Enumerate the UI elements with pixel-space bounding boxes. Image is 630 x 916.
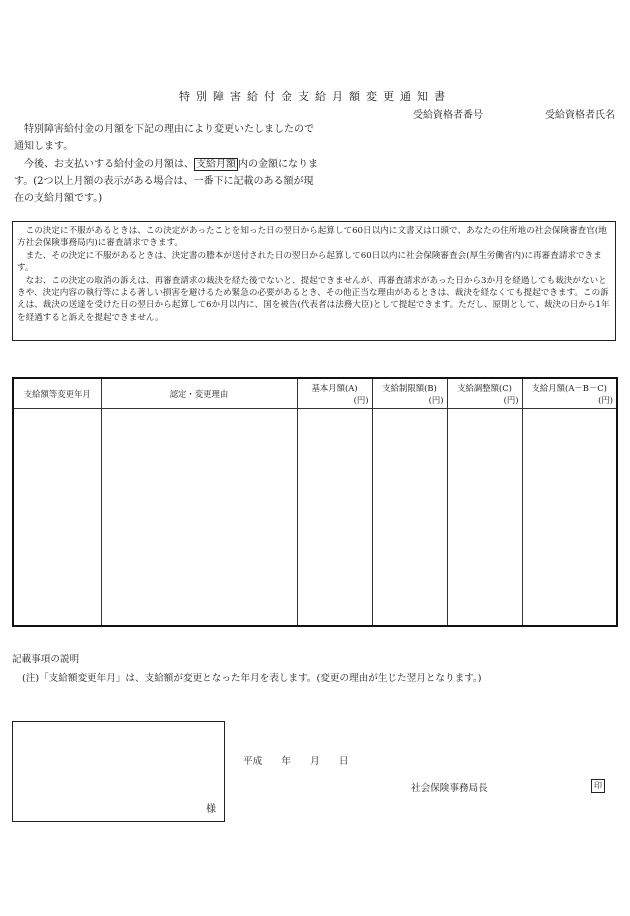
notice-line: 特別障害給付金の月額を下記の理由により変更いたしましたので xyxy=(24,124,314,135)
table-cell xyxy=(297,409,372,627)
notice-text: 内の金額になりま xyxy=(238,159,318,170)
appeal-instructions-box xyxy=(12,221,616,341)
notice-text: 今後、お支払いする給付金の月額は、 xyxy=(24,159,194,170)
address-box xyxy=(12,721,225,822)
recipient-name-label: 受給資格者氏名 xyxy=(545,110,615,121)
col-limit-amount: 支給制限額(B) (円) xyxy=(372,378,447,409)
notice-line: 通知します。 xyxy=(14,141,74,152)
table-cell xyxy=(372,409,447,627)
honorific: 様 xyxy=(206,804,216,815)
col-reason: 認定・変更理由 xyxy=(101,378,297,409)
notes-heading: 記載事項の説明 xyxy=(12,654,80,665)
issue-date: 平成 年 月 日 xyxy=(243,756,349,767)
monthly-amount-box: 支給月額 xyxy=(196,159,236,170)
col-change-date: 支給額等変更年月 xyxy=(13,378,101,409)
col-monthly-amount: 支給月額(A－B－C) (円) xyxy=(522,378,617,409)
table-cell xyxy=(13,409,101,627)
appeal-paragraph: また、その決定に不服があるときは、決定書の謄本が送付された日の翌日から起算して60日以内に社会保険審査会(厚生労働省内)に再審査請求できます。 xyxy=(17,250,602,274)
notice-paragraph xyxy=(14,121,319,155)
unit-label: (円) xyxy=(353,394,369,405)
unit-label: (円) xyxy=(598,394,613,405)
appeal-paragraph: この決定に不服があるときは、この決定があったことを知った日の翌日から起算して60日以内に文書又は口頭で、あなたの住所地の社会保険審査官(地方社会保険事務局内)に審査請求できます。 xyxy=(17,226,607,249)
document-title: 特別障害給付金支給月額変更通知書 xyxy=(179,90,451,103)
recipient-number-label: 受給資格者番号 xyxy=(413,110,483,121)
table-cell xyxy=(101,409,297,627)
payment-change-table xyxy=(12,377,618,627)
col-base-amount: 基本月額(A) (円) xyxy=(297,378,372,409)
appeal-paragraph: なお、この決定の取消の訴えは、再審査請求の裁決を経た後でないと、提起できませんが、再審査請求があった日から3か月を経過しても裁決がないときや、決定内容の執行等による著しい損害を避けるため緊急の必要があるとき、その他正当な理由があるときは、裁決を経なくても提起できます。この訴えは、裁決の送達を受けた日の翌日から起算して6か月以内に、国を被告(代表者は法務大臣)として提起できます。ただし、原則として、裁決の日から1年を経過すると訴えを提起できません。 xyxy=(17,275,610,323)
notice-paragraph-2 xyxy=(14,156,319,207)
notice-line: 在の支給月額です。) xyxy=(14,193,103,204)
col-adjust-amount: 支給調整額(C) (円) xyxy=(447,378,522,409)
table-row xyxy=(13,409,617,627)
table-cell xyxy=(447,409,522,627)
unit-label: (円) xyxy=(428,394,444,405)
notes-item: (注)「支給額変更年月」は、支給額が変更となった年月を表します。(変更の理由が生じた翌月となります。) xyxy=(22,673,482,684)
unit-label: (円) xyxy=(503,394,519,405)
issuer-name: 社会保険事務局長 xyxy=(411,783,488,794)
notice-line xyxy=(14,156,319,173)
table-cell xyxy=(522,409,617,627)
seal-mark: 印 xyxy=(591,779,605,793)
notice-line: す。(2つ以上月額の表示がある場合は、一番下に記載のある額が現 xyxy=(14,176,314,187)
